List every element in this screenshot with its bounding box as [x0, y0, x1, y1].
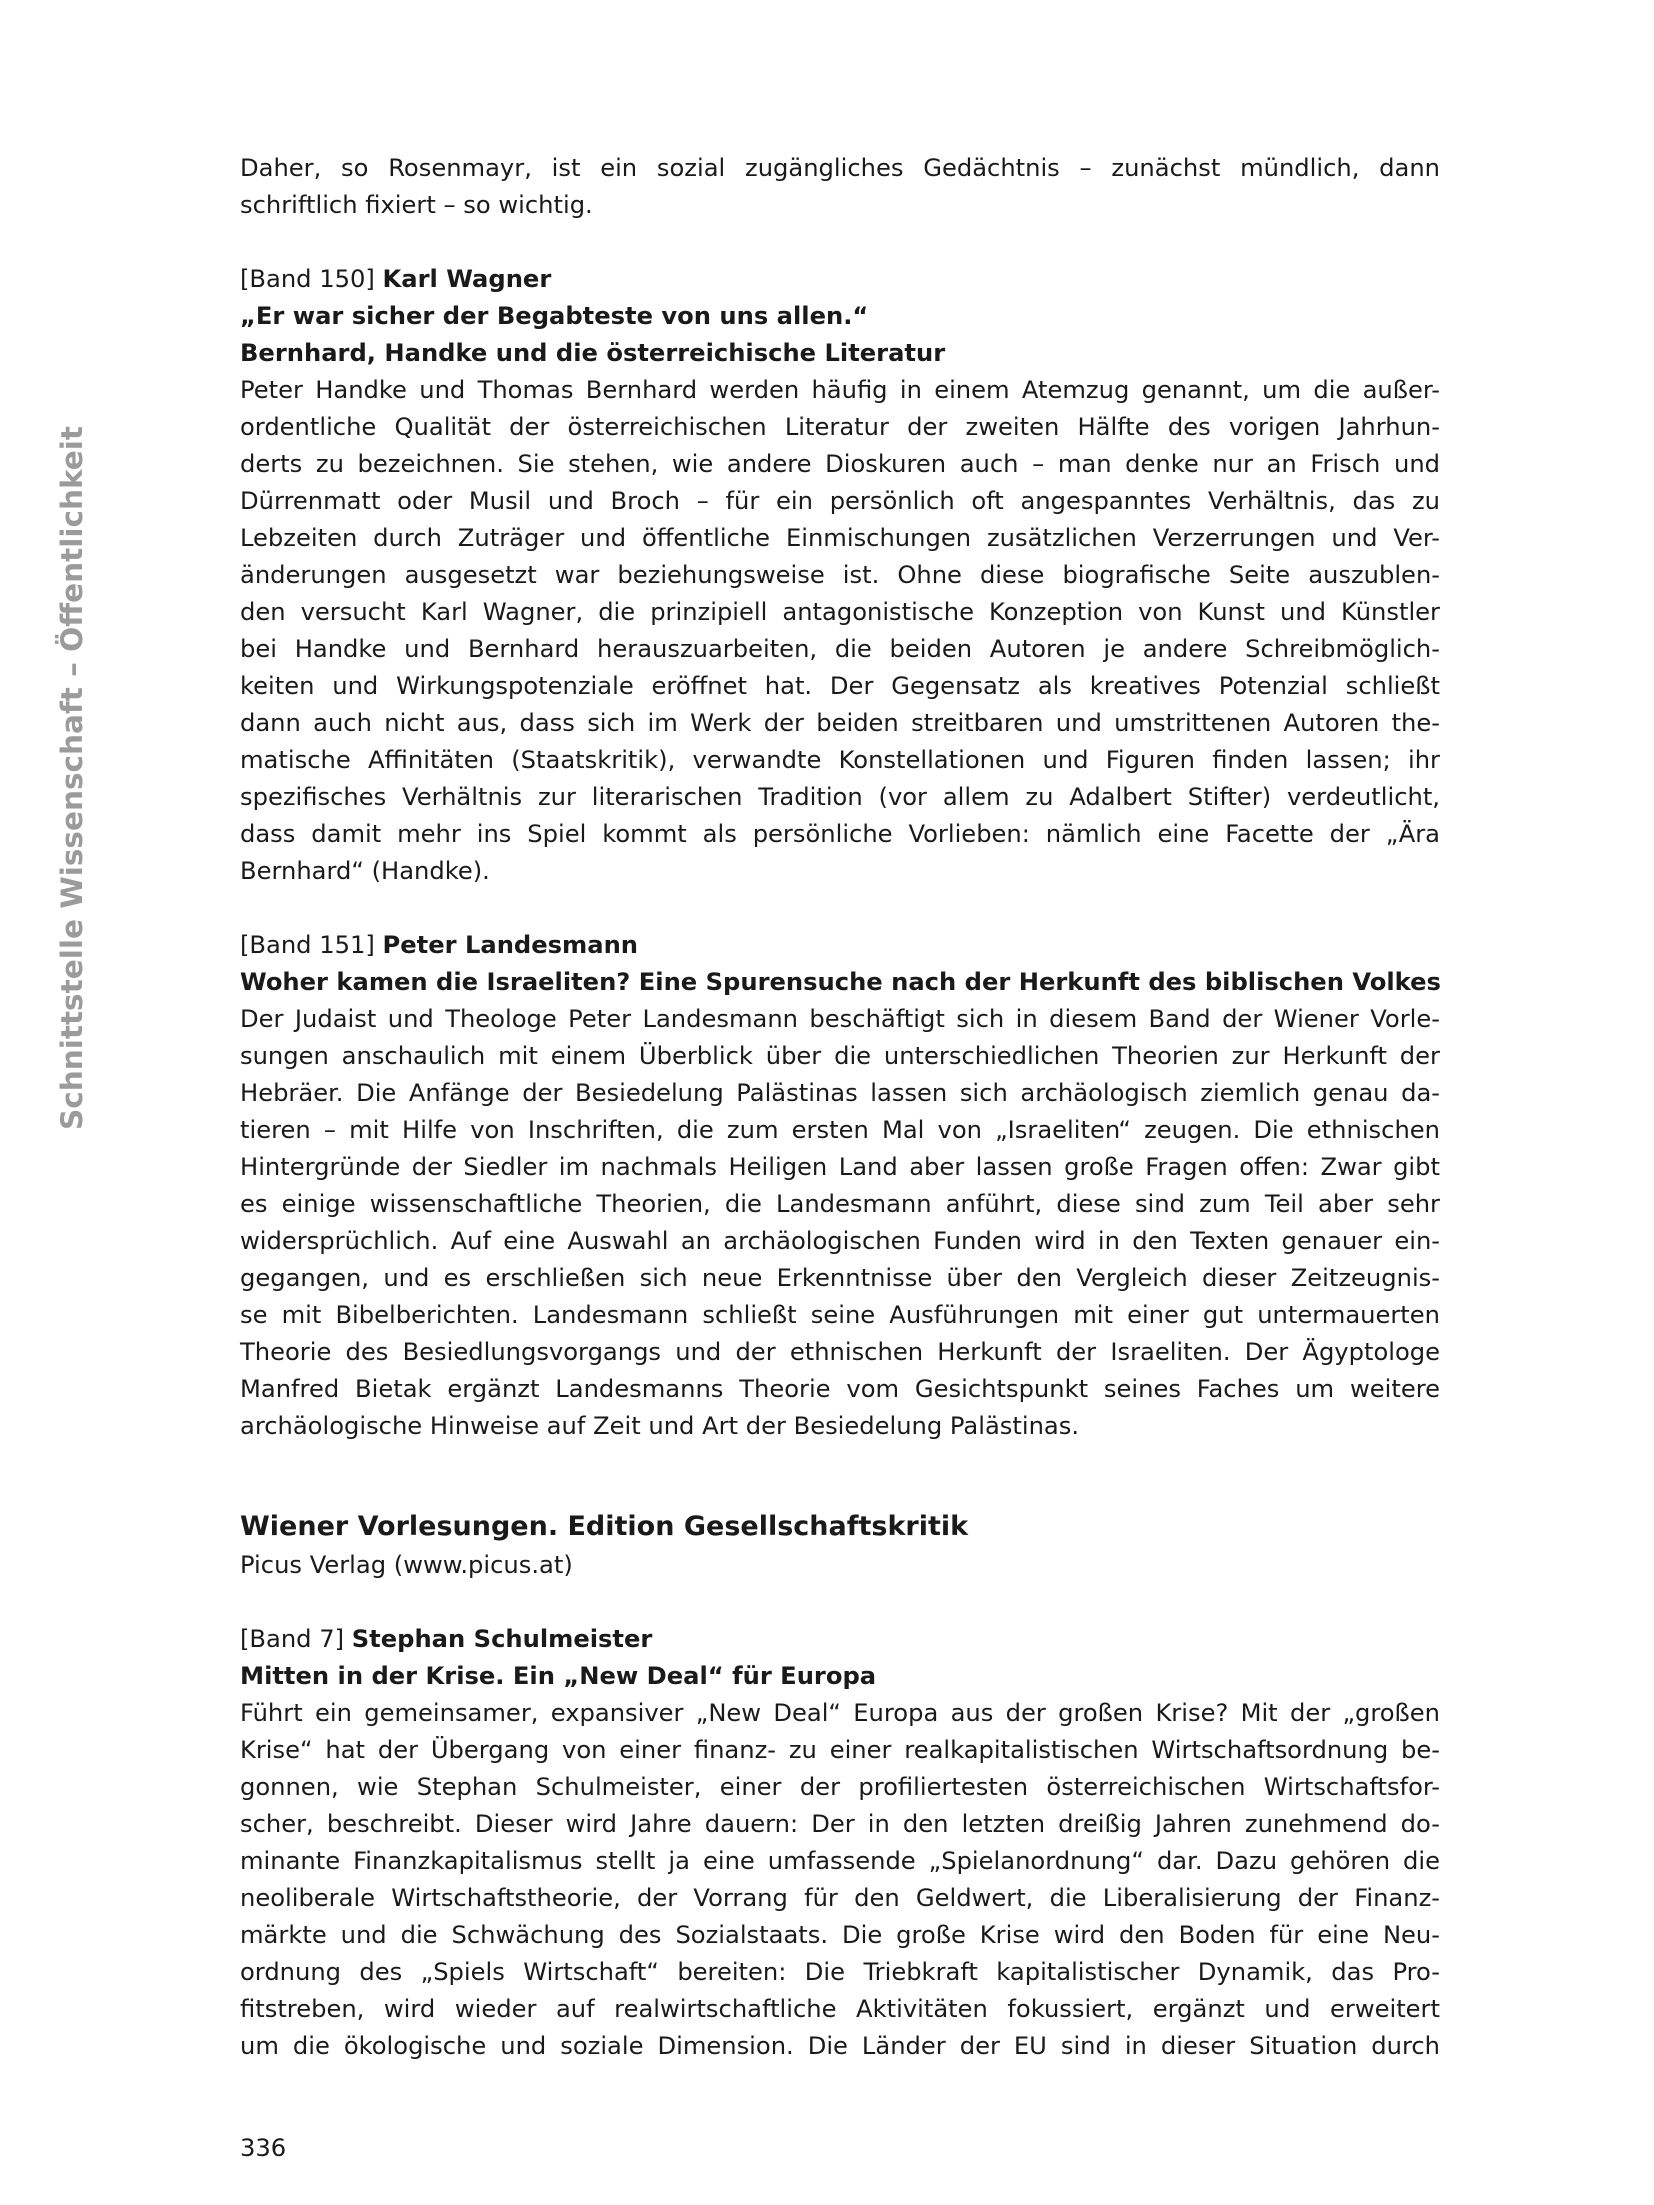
text-line: scher, beschreibt. Dieser wird Jahre dauern: Der in den letzten dreißig Jahren zunehmend do- — [240, 1810, 1440, 1838]
text-line: neoliberale Wirtschaftstheorie, der Vorrang für den Geldwert, die Liberalisierung der Finanz- — [240, 1884, 1440, 1912]
text-line: Krise“ hat der Übergang von einer finanz- zu einer realkapitalistischen Wirtschaftsordnung be- — [240, 1736, 1440, 1764]
text-line: ordentliche Qualität der österreichischen Literatur der zweiten Hälfte des vorigen Jahrhun- — [240, 413, 1440, 441]
band-number: [Band 150] — [240, 265, 375, 293]
text-line: widersprüchlich. Auf eine Auswahl an archäologischen Funden wird in den Texten genauer ein- — [240, 1227, 1440, 1255]
text-line: schriftlich fixiert – so wichtig. — [240, 191, 593, 219]
text-line: Peter Handke und Thomas Bernhard werden häufig in einem Atemzug genannt, um die außer- — [240, 376, 1440, 404]
entry-heading — [240, 261, 1440, 298]
text-line: Führt ein gemeinsamer, expansiver „New Deal“ Europa aus der großen Krise? Mit der „großen — [240, 1699, 1440, 1727]
page-body — [240, 150, 1440, 2065]
entry-heading — [240, 1621, 1440, 1658]
book-entry-band-7 — [240, 1621, 1440, 2065]
running-head-vertical: Schnittstelle Wissenschaft – Öffentlichkeit — [55, 425, 89, 1130]
entry-subtitle: Bernhard, Handke und die österreichische Literatur — [240, 339, 946, 367]
text-line: derts zu bezeichnen. Sie stehen, wie andere Dioskuren auch – man denke nur an Frisch und — [240, 450, 1440, 478]
book-entry-band-151 — [240, 927, 1440, 1445]
text-line: Bernhard“ (Handke). — [240, 857, 490, 885]
text-line: Theorie des Besiedlungsvorgangs und der ethnischen Herkunft der Israeliten. Der Ägyptologe — [240, 1338, 1440, 1366]
band-number: [Band 151] — [240, 931, 375, 959]
text-line: Dürrenmatt oder Musil und Broch – für ein persönlich oft angespanntes Verhältnis, das zu — [240, 487, 1440, 515]
text-line: spezifisches Verhältnis zur literarischen Tradition (vor allem zu Adalbert Stifter) verdeutlicht, — [240, 783, 1440, 811]
text-line: Der Judaist und Theologe Peter Landesmann beschäftigt sich in diesem Band der Wiener Vorle- — [240, 1005, 1440, 1033]
book-entry-band-150 — [240, 261, 1440, 890]
entry-description — [240, 1695, 1440, 2065]
entry-author: Peter Landesmann — [382, 931, 639, 959]
entry-description — [240, 1001, 1440, 1445]
intro-paragraph — [240, 150, 1440, 224]
entry-description — [240, 372, 1440, 890]
entry-heading — [240, 927, 1440, 964]
text-line: bei Handke und Bernhard herauszuarbeiten, die beiden Autoren je andere Schreibmöglich- — [240, 635, 1440, 663]
text-line: dann auch nicht aus, dass sich im Werk der beiden streitbaren und umstrittenen Autoren the- — [240, 709, 1440, 737]
text-line: Manfred Bietak ergänzt Landesmanns Theorie vom Gesichtspunkt seines Faches um weitere — [240, 1375, 1440, 1403]
text-line: ordnung des „Spiels Wirtschaft“ bereiten: Die Triebkraft kapitalistischer Dynamik, das Pro- — [240, 1958, 1440, 1986]
text-line: Hintergründe der Siedler im nachmals Heiligen Land aber lassen große Fragen offen: Zwar gibt — [240, 1153, 1440, 1181]
text-line: es einige wissenschaftliche Theorien, die Landesmann anführt, diese sind zum Teil aber sehr — [240, 1190, 1440, 1218]
text-line: keiten und Wirkungspotenziale eröffnet hat. Der Gegensatz als kreatives Potenzial schließt — [240, 672, 1440, 700]
text-line: fitstreben, wird wieder auf realwirtschaftliche Aktivitäten fokussiert, ergänzt und erweitert — [240, 1995, 1440, 2023]
band-number: [Band 7] — [240, 1625, 345, 1653]
text-line: tieren – mit Hilfe von Inschriften, die zum ersten Mal von „Israeliten“ zeugen. Die ethnischen — [240, 1116, 1440, 1144]
entry-title: Woher kamen die Israeliten? Eine Spurensuche nach der Herkunft des biblischen Volkes — [240, 968, 1441, 996]
text-line: Lebzeiten durch Zuträger und öffentliche Einmischungen zusätzlichen Verzerrungen und Ver- — [240, 524, 1440, 552]
text-line: gonnen, wie Stephan Schulmeister, einer der profiliertesten österreichischen Wirtschaftsfor- — [240, 1773, 1440, 1801]
text-line: minante Finanzkapitalismus stellt ja eine umfassende „Spielanordnung“ dar. Dazu gehören die — [240, 1847, 1440, 1875]
text-line: gegangen, und es erschließen sich neue Erkenntnisse über den Vergleich dieser Zeitzeugnis- — [240, 1264, 1440, 1292]
text-line: änderungen ausgesetzt war beziehungsweise ist. Ohne diese biografische Seite auszublen- — [240, 561, 1440, 589]
text-line: um die ökologische und soziale Dimension. Die Länder der EU sind in dieser Situation durch — [240, 2032, 1440, 2060]
text-line: den versucht Karl Wagner, die prinzipiell antagonistische Konzeption von Kunst und Künstler — [240, 598, 1440, 626]
text-line: Daher, so Rosenmayr, ist ein sozial zugängliches Gedächtnis – zunächst mündlich, dann — [240, 154, 1440, 182]
text-line: se mit Bibelberichten. Landesmann schließt seine Ausführungen mit einer gut untermauerten — [240, 1301, 1440, 1329]
entry-author: Karl Wagner — [382, 265, 552, 293]
text-line: matische Affinitäten (Staatskritik), verwandte Konstellationen und Figuren finden lassen; ihr — [240, 746, 1440, 774]
page-number: 336 — [240, 2134, 287, 2162]
text-line: sungen anschaulich mit einem Überblick über die unterschiedlichen Theorien zur Herkunft der — [240, 1042, 1440, 1070]
text-line: archäologische Hinweise auf Zeit und Art der Besiedelung Palästinas. — [240, 1412, 1080, 1440]
series-block — [240, 1507, 1440, 1584]
entry-title: „Er war sicher der Begabteste von uns allen.“ — [240, 302, 869, 330]
publisher-line: Picus Verlag (www.picus.at) — [240, 1551, 573, 1579]
text-line: märkte und die Schwächung des Sozialstaats. Die große Krise wird den Boden für eine Neu- — [240, 1921, 1440, 1949]
series-title: Wiener Vorlesungen. Edition Gesellschaftskritik — [240, 1511, 969, 1542]
entry-title: Mitten in der Krise. Ein „New Deal“ für Europa — [240, 1662, 877, 1690]
entry-author: Stephan Schulmeister — [351, 1625, 653, 1653]
text-line: dass damit mehr ins Spiel kommt als persönliche Vorlieben: nämlich eine Facette der „Ära — [240, 820, 1440, 848]
text-line: Hebräer. Die Anfänge der Besiedelung Palästinas lassen sich archäologisch ziemlich genau da- — [240, 1079, 1440, 1107]
